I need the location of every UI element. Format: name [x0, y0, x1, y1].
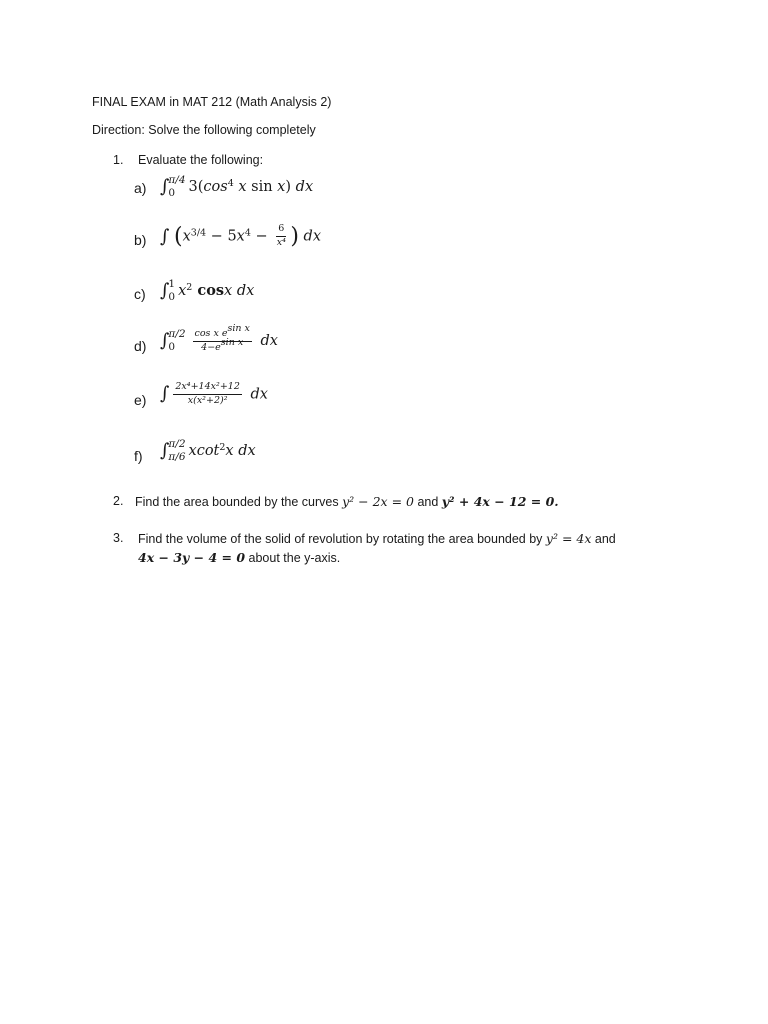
part-e-label: e) — [134, 392, 147, 408]
question-1-number: 1. — [113, 153, 124, 167]
part-a-label: a) — [134, 180, 147, 196]
part-d-expression: ∫ π/2 0 $\frac{\cos x e^{sin x}}{4-e^{sin x}}$ dx — [160, 322, 278, 354]
integral-sign: ∫ — [160, 225, 170, 247]
integral-sign: ∫ — [160, 330, 170, 352]
part-b-expression: ∫ ($x^{3/4} - 5x^4$ − $\frac{6}{\text{x⁴}}$ ) dx — [160, 223, 321, 249]
part-b-label: b) — [134, 232, 147, 248]
part-f-label: f) — [134, 448, 143, 464]
question-2-equation-2: y² + 4x − 12 = 0. — [441, 494, 559, 509]
part-a-expression: ∫ π/4 0 $3(\cos^4$ x sin x) dx — [160, 174, 314, 200]
integral-sign: ∫ — [160, 383, 170, 405]
direction-text: Direction: Solve the following completely — [92, 123, 316, 137]
part-d-label: d) — [134, 338, 147, 354]
question-3-text-line-1: Find the volume of the solid of revolution by rotating the area bounded by y² = 4x and — [138, 531, 616, 546]
part-b-fraction: $\frac{6}{\text{x⁴}}$ — [276, 223, 286, 248]
integral-sign: ∫ — [160, 440, 170, 462]
question-2-text: Find the area bounded by the curves y² − 2x = 0 and y² + 4x − 12 = 0. — [135, 494, 559, 509]
question-3-number: 3. — [113, 531, 124, 545]
integral-sign: ∫ — [160, 176, 170, 198]
question-1-text: Evaluate the following: — [138, 153, 264, 167]
exam-title: FINAL EXAM in MAT 212 (Math Analysis 2) — [92, 95, 332, 109]
part-f-limits: π/2 π/6 — [168, 438, 186, 464]
part-d-fraction: $\frac{\cos x e^{sin x}}{4-e^{sin x}}$ — [194, 322, 250, 353]
question-3-equation-2: 4x − 3y − 4 = 0 — [138, 550, 246, 565]
question-3-equation-1: y² = 4x — [545, 531, 592, 546]
question-2-equation-1: y² − 2x = 0 — [342, 494, 414, 509]
part-d-limits: π/2 0 — [168, 328, 186, 354]
integral-sign: ∫ — [160, 280, 170, 302]
question-3-text-line-2: 4x − 3y − 4 = 0 about the y-axis. — [138, 550, 341, 565]
part-c-label: c) — [134, 286, 146, 302]
question-2-number: 2. — [113, 494, 124, 508]
part-e-expression: ∫ $\frac{\text{2x⁴+14x²+12}}{\text{x(x²+2)²}}$ dx — [160, 381, 268, 406]
part-a-limits: π/4 0 — [168, 174, 186, 200]
part-c-limits: 1 0 — [168, 278, 176, 304]
part-c-expression: ∫ 1 0 $x^2$ cosx dx — [160, 278, 255, 304]
part-f-expression: ∫ π/2 π/6 xcot$^2$x dx — [160, 438, 256, 464]
part-e-fraction: $\frac{\text{2x⁴+14x²+12}}{\text{x(x²+2)²}}$ — [175, 381, 240, 406]
